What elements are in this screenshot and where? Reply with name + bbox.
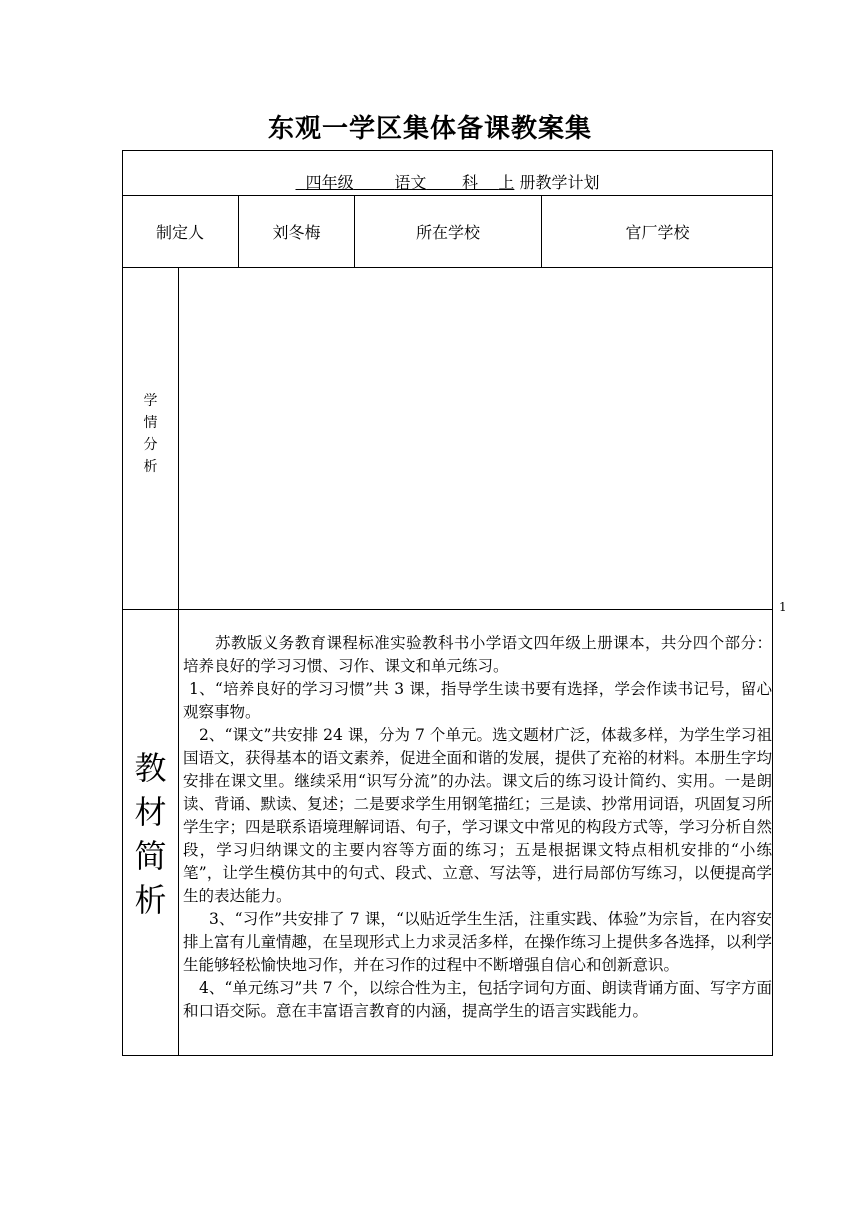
textbook-analysis-label bbox=[122, 746, 179, 922]
learning-analysis-label bbox=[122, 390, 179, 478]
paragraph: 1、“培养良好的学习习惯”共 3 课，指导学生读书要有选择，学会作读书记号，留心观察事物。 bbox=[183, 680, 772, 721]
plan-title bbox=[122, 170, 773, 193]
school-label: 所在学校 bbox=[415, 223, 480, 242]
paragraph: 4、“单元练习”共 7 个，以综合性为主，包括字词句方面、朗读背诵方面、写字方面和口语交际。意在丰富语言教育的内涵，提高学生的语言实践能力。 bbox=[183, 979, 772, 1020]
paragraph: 苏教版义务教育课程标准实验教科书小学语文四年级上册课本，共分四个部分：培养良好的学习习惯、习作、课文和单元练习。 bbox=[183, 634, 772, 675]
label-char: 析 bbox=[134, 881, 167, 919]
plan-volume: 上 bbox=[498, 173, 515, 192]
learning-analysis-content bbox=[179, 268, 773, 609]
document-title: 东观一学区集体备课教案集 bbox=[267, 114, 592, 144]
label-char: 情 bbox=[143, 415, 158, 431]
page-number: 1 bbox=[779, 600, 787, 614]
label-char: 教 bbox=[134, 749, 167, 787]
label-char: 学 bbox=[143, 393, 158, 409]
label-char: 简 bbox=[134, 837, 167, 875]
plan-subject: 语文 bbox=[394, 173, 427, 192]
school-name: 官厂学校 bbox=[625, 223, 690, 242]
label-char: 材 bbox=[134, 793, 167, 831]
paragraph: 2、“课文”共安排 24 课，分为 7 个单元。选文题材广泛，体裁多样，为学生学习祖国语文，获得基本的语文素养，促进全面和谐的发展，提供了充裕的材料。本册生字均安排在课文里。继续采用“识写分流”的办法。课文后的练习设计简约、实用。一是朗读、背诵、默读、复述；二是要求学生用钢笔描红；三是读、抄常用词语，巩固复习所学生字；四是联系语境理解词语、句子，学习课文中常见的构段方式等，学习分析自然段，学习归纳课文的主要内容等方面的练习；五是根据课文特点相机安排的“小练笔”，让学生模仿其中的句式、段式、立意、写法等，进行局部仿写练习，以便提高学生的表达能力。 bbox=[183, 726, 773, 905]
paragraph: 3、“习作”共安排了 7 课，“以贴近学生生活，注重实践、体验”为宗旨，在内容安排上富有儿童情趣，在呈现形式上力求灵活多样，在操作练习上提供多各选择，以利学生能够轻松愉快地习作，并在习作的过程中不断增强自信心和创新意识。 bbox=[183, 910, 773, 974]
plan-suffix: 册教学计划 bbox=[519, 173, 600, 192]
table-rule bbox=[122, 609, 773, 610]
label-char: 分 bbox=[143, 437, 158, 453]
author-name: 刘冬梅 bbox=[272, 223, 321, 242]
label-char: 析 bbox=[143, 459, 158, 475]
plan-ke: 科 bbox=[462, 173, 479, 192]
textbook-analysis-content bbox=[183, 632, 772, 1023]
author-label: 制定人 bbox=[155, 223, 204, 242]
plan-grade: 四年级 bbox=[305, 173, 354, 192]
